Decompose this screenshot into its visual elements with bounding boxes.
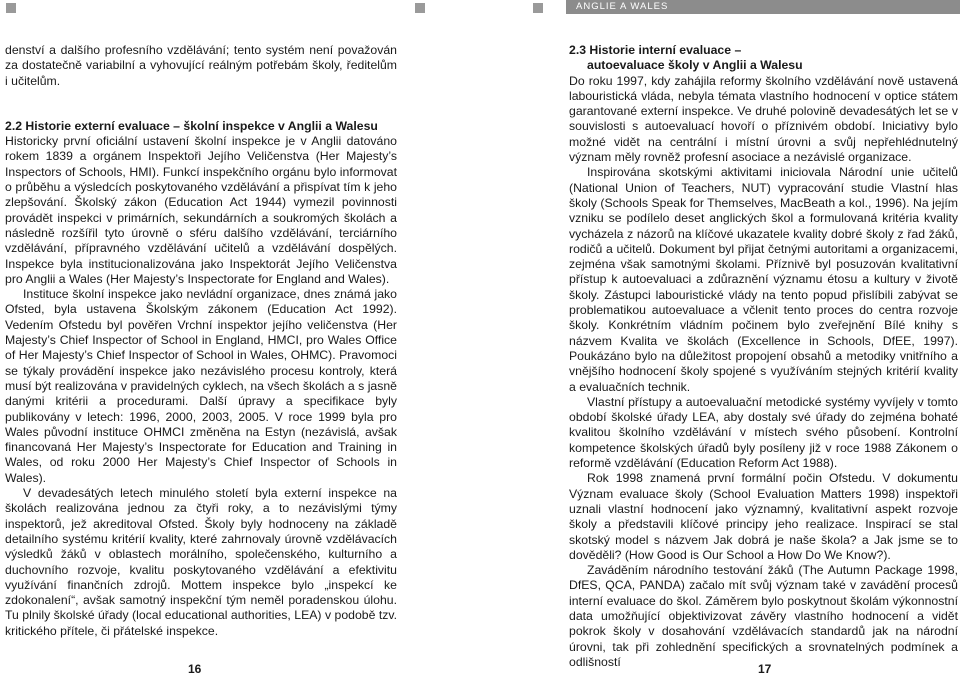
paragraph: Vlastní přístupy a autoevaluační metodické systémy vyvíjely v tomto období školské úřady LEA, aby dostaly své úřady do zejména bohaté kvalitou školního vzdělávání v místech svého působení. Kontrolní kompetence školských úřadů byly posíleny již v roce 1988 Zákonem o reformě vzdělávání (Education Reform Act 1988). [569, 394, 958, 471]
section-heading-2-2: 2.2 Historie externí evaluace – školní inspekce v Anglii a Walesu [5, 118, 378, 133]
paragraph: Do roku 1997, kdy zahájila reformy školního vzdělávání nově ustavená labouristická vláda, nebyla témata vlastního hodnocení v optice státem garantované externí inspekce. Ve druhé polovině devadesátých let se v souvislosti s autoevaluací hovoří o příznivém období. Iniciativy bylo možné vidět na centrální i místní úrovni a svůj nepřehlédnutelný význam měly rovněž profesní asociace a nezávislé organizace. [569, 73, 958, 165]
corner-square-2 [415, 3, 425, 13]
heading-line-1: 2.3 Historie interní evaluace – [569, 43, 742, 57]
corner-square-1 [6, 3, 16, 13]
paragraph: Historicky první oficiální ustavení školní inspekce je v Anglii datováno rokem 1839 a orgánem Inspektoři Jejího Veličenstva (Her Majesty’s Inspectors of Schools, HMI). Funkcí inspekčního orgánu bylo informovat o průběhu a výsledcích poskytovaného vzdělávání a přispívat tím k jeho zlepšování. Školský zákon (Education Act 1944) vymezil povinnosti provádět inspekci v primárních, sekundárních a soukromých školách a následně rozšířil tyto úrovně o sféru dalšího vzdělávání, terciárního vzdělávání, přípravného vzdělávání učitelů a vzdělávání dospělých. Inspekce byla institucionalizována jako Inspektorát Jejího Veličenstva pro Anglii a Wales (Her Majesty’s Inspectorate for England and Wales). [5, 134, 397, 286]
heading-line-2: autoevaluace školy v Anglii a Walesu [587, 58, 803, 73]
page-number-right: 17 [758, 662, 772, 676]
paragraph: Rok 1998 znamená první formální počin Ofstedu. V dokumentu Význam evaluace školy (School Evaluation Matters 1998) inspektoři uznali vlastní hodnocení jako významný, kvalitativní aspekt rozvoje školy a představili klíčové principy jeho realizace. Inspirací se stal skotský model s názvem Jak dobrá je naše škola? a Jak jsme se to dověděli? (How Good is Our School a How Do We Know?). [569, 471, 958, 562]
paragraph: V devadesátých letech minulého století byla externí inspekce na školách realizována jednou za čtyři roky, a to nezávislými týmy inspektorů, jež akreditoval Ofsted. Školy byly hodnoceny na základě detailního systému kritérií kvality, které zahrnovaly úrovně vzdělávacích výsledků žáků v oblastech morálního, společenského, kulturního a duchovního rozvoje, kvalitu poskytovaného vzdělávání a efektivitu využívání finančních zdrojů. Mottem inspekce bylo „inspekcí ke zdokonalení“, avšak samotný inspekční tým neměl poradenskou úlohu. Tu plnily školské úřady (local educational authorities, LEA) v podobě tzv. kritického přítele, či přátelské inspekce. [5, 486, 397, 638]
paragraph: Inspirována skotskými aktivitami iniciovala Národní unie učitelů (National Union of Teachers, NUT) vypracování studie Vlastní hlas školy (Schools Speak for Themselves, MacBeath a kol., 1996). Na jejím vzniku se podílelo deset anglických škol a formulovaná kritéria kvality vycházela z názorů na klíčové ukazatele kvality dobré školy z řad žáků, rodičů a učitelů. Dokument byl přijat četnými autoritami a organizacemi, zejména však samotnými školami. Příznivě byl posuzován kvalitativní přístup k autoevaluaci a zdůraznění významu étosu a kultury v životě školy. Zástupci labouristické vlády na tento popud přislíbili zabývat se problematikou autoevaluace a včlenit tento proces do centra rozvoje školy. Konkrétním vládním počinem bylo zveřejnění Bílé knihy s názvem Kvalita ve školách (Excellence in Schools, DfEE, 1997). Poukázáno bylo na důležitost propojení obsahů a metodiky vnitřního a vnějšího hodnocení školy spojené s využíváním stejných kritérií kvality a evaluačních technik. [569, 165, 958, 394]
paragraph-continued: denství a dalšího profesního vzdělávání; tento systém není považován za dostatečně variabilní a vyhovující reálným potřebám školy, ředitelům i učitelům. [5, 43, 397, 88]
paragraph: Zaváděním národního testování žáků (The Autumn Package 1998, DfES, QCA, PANDA) začalo mít svůj význam také v zavádění procesů interní evaluace do škol. Záměrem bylo poskytnout školám výkonnostní data umožňující objektivizovat závěry vlastního hodnocení a vidět pokrok školy v dosahování vzdělávacích standardů jak na národní úrovni, tak při zohlednění specifických a srovnatelných podmínek a odlišností [569, 563, 958, 669]
left-column [5, 43, 397, 639]
right-column [569, 43, 958, 670]
paragraph: Instituce školní inspekce jako nevládní organizace, dnes známá jako Ofsted, byla ustavena Školským zákonem (Education Act 1992). Vedením Ofstedu byl pověřen Vrchní inspektor jejího veličenstva (Her Majesty’s Chief Inspector of School in England, HMCI, pro Wales Office of Her Majesty’s Chief Inspector of School in Wales, OHMC). Pravomoci se týkaly provádění inspekce jako nezávislého procesu kontroly, která musí být realizována v pravidelných cyklech, na všech školách a s jasně danými kritérii a procedurami. Další úpravy a specifikace byly publikovány v letech: 1996, 2000, 2003, 2005. V roce 1999 byla pro Wales původní instituce OHMCI změněna na Estyn (nezávislá, avšak financovaná Her Majesty’s Inspectorate for Education and Training in Wales, od roku 2000 Her Majesty’s Chief Inspector of Schools in Wales). [5, 287, 397, 485]
corner-square-3 [533, 3, 543, 13]
running-header: ANGLIE A WALES [566, 0, 960, 14]
section-heading-2-3 [569, 43, 958, 74]
page-number-left: 16 [188, 662, 202, 676]
